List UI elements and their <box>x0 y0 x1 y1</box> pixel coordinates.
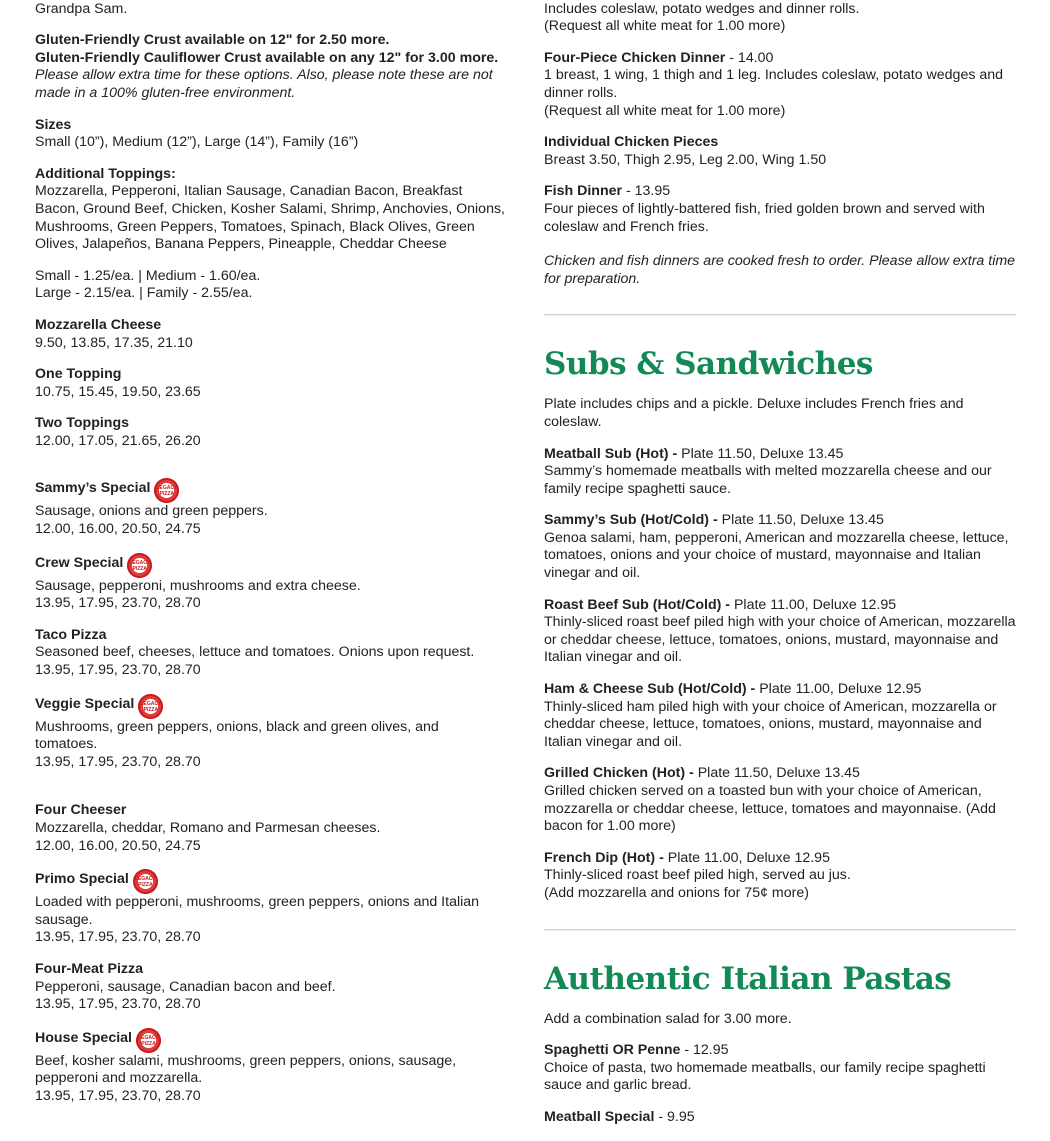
subs-section-title: Subs & Sandwiches <box>544 346 873 383</box>
menu-item <box>35 1028 505 1106</box>
menu-item <box>35 317 505 352</box>
item-description: Seasoned beef, cheeses, lettuce and tomatoes. Onions upon request. <box>35 644 475 661</box>
sizes-info <box>35 117 505 152</box>
item-prices: 10.75, 15.45, 19.50, 23.65 <box>35 383 201 400</box>
toppings-info <box>35 166 505 254</box>
item-description: Sausage, pepperoni, mushrooms and extra cheese. <box>35 577 361 594</box>
legacy-pizza-badge-icon: LEGACY PIZZA <box>138 694 163 719</box>
item-description: Sausage, onions and green peppers. <box>35 503 268 520</box>
item-description: Genoa salami, ham, pepperoni, American and mozzarella cheese, lettuce, tomatoes, onions and your choice of mustard, mayonnaise and Italian vinegar and oil. <box>544 529 1009 582</box>
item-name: Meatball Sub (Hot) - <box>544 445 682 462</box>
menu-item <box>35 553 505 613</box>
pizza-column <box>35 0 505 1120</box>
menu-item <box>544 183 1016 236</box>
menu-item <box>544 1109 1016 1127</box>
item-description: Grilled chicken served on a toasted bun with your choice of American, mozzarella or cheddar cheese, lettuce, tomatoes and mayonnaise. (Add bacon for 1.00 more) <box>544 783 996 835</box>
topping-prices <box>35 268 505 303</box>
item-description: Thinly-sliced roast beef piled high, served au jus. <box>544 867 851 884</box>
item-price: Plate 11.00, Deluxe 12.95 <box>759 681 922 698</box>
menu-item <box>35 961 505 1014</box>
item-note: (Request all white meat for 1.00 more) <box>544 18 786 35</box>
item-description: Thinly-sliced roast beef piled high with your choice of American, mozzarella or cheddar cheese, lettuce, tomatoes, onions, mustard, mayonnaise and Italian vinegar and oil. <box>544 614 1016 666</box>
menu-item <box>544 446 1016 499</box>
menu-item <box>544 134 1016 169</box>
menu-item <box>544 850 1016 903</box>
chicken-note: Chicken and fish dinners are cooked fresh to order. Please allow extra time for preparation. <box>544 253 1016 287</box>
item-price: - 12.95 <box>680 1042 729 1059</box>
item-prices: 13.95, 17.95, 23.70, 28.70 <box>35 929 201 946</box>
section-divider <box>544 314 1016 316</box>
item-name: French Dip (Hot) - <box>544 849 668 866</box>
item-prices: 13.95, 17.95, 23.70, 28.70 <box>35 662 201 679</box>
legacy-pizza-badge-icon: LEGACY PIZZA <box>133 869 158 894</box>
item-prices: 9.50, 13.85, 17.35, 21.10 <box>35 334 193 351</box>
item-description: Loaded with pepperoni, mushrooms, green peppers, onions and Italian sausage. <box>35 894 480 928</box>
item-description: Mushrooms, green peppers, onions, black and green olives, and tomatoes. <box>35 718 439 753</box>
subs-intro: Plate includes chips and a pickle. Deluxe includes French fries and coleslaw. <box>544 396 964 430</box>
item-name: Crew Special <box>35 554 124 571</box>
menu-item <box>35 802 505 855</box>
item-name: House Special <box>35 1029 132 1046</box>
gluten-crust-line: Gluten-Friendly Crust available on 12" for 2.50 more. <box>35 32 390 49</box>
menu-item <box>544 681 1016 751</box>
item-prices: 13.95, 17.95, 23.70, 28.70 <box>35 595 201 612</box>
gluten-info <box>35 32 505 102</box>
pastas-intro: Add a combination salad for 3.00 more. <box>544 1010 792 1027</box>
item-name: Meatball Special <box>544 1108 655 1125</box>
item-name: Four Cheeser <box>35 802 127 819</box>
item-price: Plate 11.50, Deluxe 13.45 <box>697 765 860 782</box>
item-name: Two Toppings <box>35 415 130 432</box>
menu-item <box>35 366 505 401</box>
item-description: Breast 3.50, Thigh 2.95, Leg 2.00, Wing 1.50 <box>544 151 827 168</box>
item-price: Plate 11.00, Deluxe 12.95 <box>733 596 897 613</box>
gluten-note: Please allow extra time for these options. Also, please note these are not made in a 100% gluten-free environment. <box>35 67 493 101</box>
item-price: Plate 11.50, Deluxe 13.45 <box>721 512 884 529</box>
menu-item <box>544 512 1016 582</box>
menu-item <box>544 50 1016 120</box>
intro-text: Grandpa Sam. <box>35 0 128 17</box>
item-description: Beef, kosher salami, mushrooms, green peppers, onions, sausage, pepperoni and mozzarella. <box>35 1052 457 1087</box>
item-name: Veggie Special <box>35 695 135 712</box>
menu-item <box>35 694 505 772</box>
menu-item <box>35 627 505 680</box>
item-prices: 13.95, 17.95, 23.70, 28.70 <box>35 1087 201 1104</box>
item-name: One Topping <box>35 366 122 383</box>
item-name: Four-Meat Pizza <box>35 960 143 977</box>
sizes-label: Sizes <box>35 116 72 133</box>
item-prices: 13.95, 17.95, 23.70, 28.70 <box>35 753 201 770</box>
item-name: Ham & Cheese Sub (Hot/Cold) - <box>544 681 760 698</box>
legacy-pizza-badge-icon: LEGACY PIZZA <box>154 478 179 503</box>
item-price: Plate 11.50, Deluxe 13.45 <box>681 445 844 462</box>
menu-item <box>544 765 1016 835</box>
item-price: Plate 11.00, Deluxe 12.95 <box>667 849 830 866</box>
menu-item <box>35 415 505 450</box>
item-note: (Add mozzarella and onions for 75¢ more) <box>544 884 809 901</box>
menu-item <box>35 478 505 538</box>
item-name: Sammy’s Sub (Hot/Cold) - <box>544 512 722 529</box>
topping-price-large-family: Large - 2.15/ea. | Family - 2.55/ea. <box>35 285 253 302</box>
sizes-text: Small (10”), Medium (12”), Large (14”), Family (16”) <box>35 134 359 151</box>
item-description: Includes coleslaw, potato wedges and dinner rolls. <box>544 0 860 17</box>
pastas-section-title: Authentic Italian Pastas <box>544 960 952 997</box>
item-description: Sammy’s homemade meatballs with melted mozzarella cheese and our family recipe spaghetti sauce. <box>544 463 992 497</box>
item-prices: 12.00, 16.00, 20.50, 24.75 <box>35 521 201 538</box>
dinners-subs-pastas-column <box>544 0 1016 1141</box>
section-divider <box>544 929 1016 931</box>
legacy-pizza-badge-icon: LEGACY PIZZA <box>136 1028 161 1053</box>
item-name: Mozzarella Cheese <box>35 316 162 333</box>
item-prices: 12.00, 17.05, 21.65, 26.20 <box>35 432 201 449</box>
item-description: Mozzarella, cheddar, Romano and Parmesan cheeses. <box>35 820 381 836</box>
item-description: Four pieces of lightly-battered fish, fried golden brown and served with coleslaw and French fries. <box>544 200 985 235</box>
item-price: - 9.95 <box>654 1108 695 1125</box>
item-name: Sammy’s Special <box>35 480 151 497</box>
toppings-list: Mozzarella, Pepperoni, Italian Sausage, Canadian Bacon, Breakfast Bacon, Ground Beef, Chicken, Kosher Salami, Shrimp, Anchovies, Onions, Mushrooms, Green Peppers, Tomatoes, Spinach, Black Olives, Green Olives, Jalapeños, Banana Peppers, Pineapple, Cheddar Cheese <box>35 183 506 253</box>
item-price: - 14.00 <box>725 49 774 66</box>
item-name: Roast Beef Sub (Hot/Cold) - <box>544 596 734 613</box>
item-prices: 13.95, 17.95, 23.70, 28.70 <box>35 996 201 1013</box>
menu-item <box>35 869 505 947</box>
item-price: - 13.95 <box>622 183 671 200</box>
item-name: Individual Chicken Pieces <box>544 134 719 151</box>
item-description: Pepperoni, sausage, Canadian bacon and beef. <box>35 978 336 995</box>
item-name: Four-Piece Chicken Dinner <box>544 49 726 66</box>
item-description: 1 breast, 1 wing, 1 thigh and 1 leg. Includes coleslaw, potato wedges and dinner rolls. <box>544 67 1004 101</box>
item-name: Grilled Chicken (Hot) - <box>544 765 698 782</box>
item-name: Primo Special <box>35 871 129 888</box>
menu-item <box>544 0 1016 36</box>
item-prices: 12.00, 16.00, 20.50, 24.75 <box>35 837 201 854</box>
toppings-label: Additional Toppings: <box>35 165 176 182</box>
legacy-pizza-badge-icon: LEGACY PIZZA <box>127 553 152 578</box>
item-name: Taco Pizza <box>35 626 107 643</box>
topping-price-small-medium: Small - 1.25/ea. | Medium - 1.60/ea. <box>35 267 261 284</box>
item-note: (Request all white meat for 1.00 more) <box>544 102 786 119</box>
item-name: Spaghetti OR Penne <box>544 1042 681 1059</box>
menu-item <box>544 597 1016 667</box>
item-name: Fish Dinner <box>544 183 623 200</box>
item-description: Thinly-sliced ham piled high with your choice of American, mozzarella or cheddar cheese, lettuce, tomatoes, onions, mustard, mayonnaise and Italian vinegar and oil. <box>544 698 997 750</box>
cauliflower-crust-line: Gluten-Friendly Cauliflower Crust available on any 12" for 3.00 more. <box>35 49 499 66</box>
menu-item <box>544 1042 1016 1095</box>
item-description: Choice of pasta, two homemade meatballs, our family recipe spaghetti sauce and garlic bread. <box>544 1059 986 1094</box>
